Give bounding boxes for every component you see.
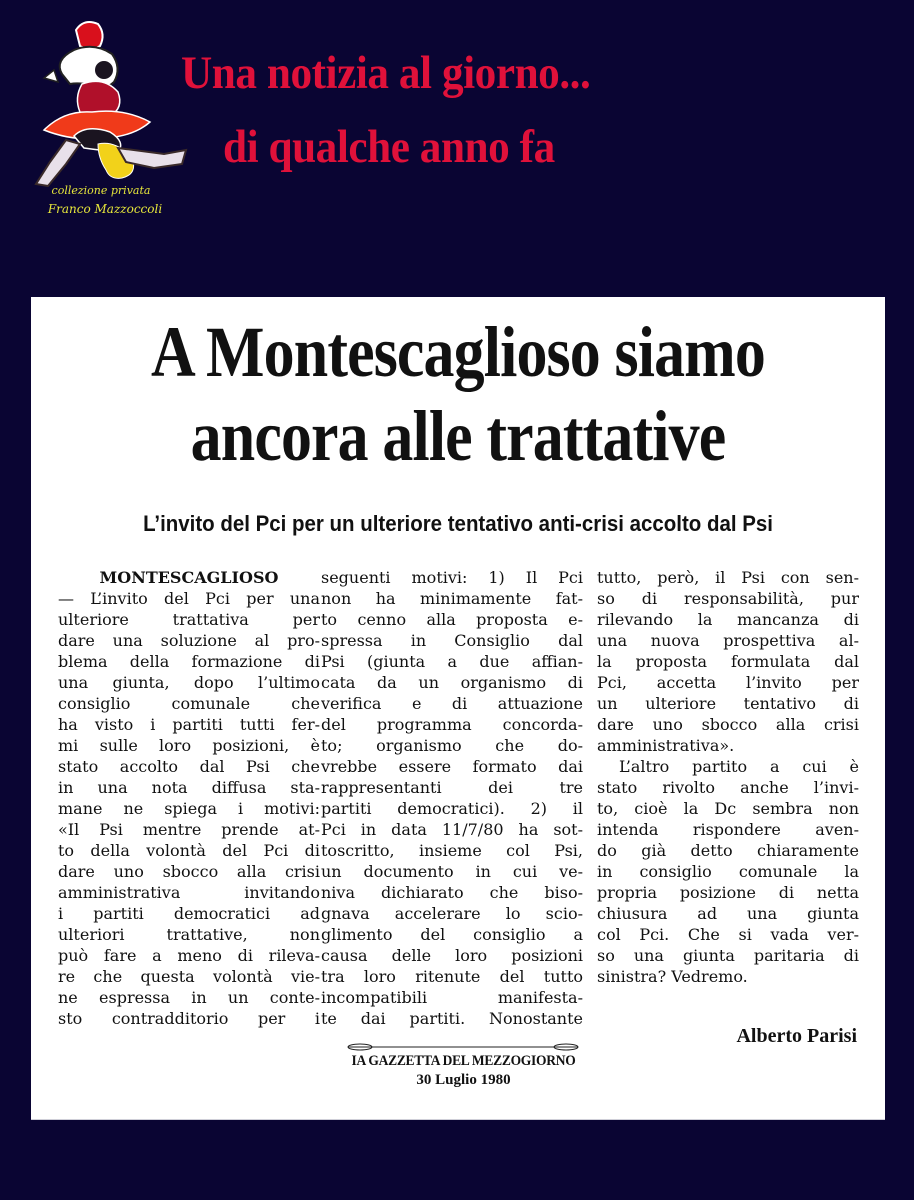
article-line: un documento in cui ve-: [321, 862, 583, 881]
article-line: un ulteriore tentativo di: [597, 694, 859, 713]
article-line: stato rivolto anche l’invi-: [597, 778, 859, 797]
article-line: partiti democratici). 2) il: [321, 799, 583, 818]
article-line: do già detto chiaramente: [597, 841, 859, 860]
article-line: sinistra? Vedremo.: [597, 967, 748, 986]
article-line: tutto, però, il Psi con sen-: [597, 568, 859, 587]
logo: [14, 12, 204, 222]
newspaper-clipping: [31, 297, 885, 1120]
article-line: to, cioè la Dc sembra non: [597, 799, 859, 818]
article-line: ne espressa in un conte-: [58, 988, 320, 1007]
article-line: ulteriore trattativa per: [58, 610, 320, 629]
article-line: del programma concorda-: [321, 715, 583, 734]
byline: Alberto Parisi: [736, 1025, 857, 1047]
article-line: dare uno sbocco alla crisi: [58, 862, 320, 881]
publication-date: 30 Luglio 1980: [416, 1072, 511, 1088]
article-line: tra loro ritenute del tutto: [321, 967, 583, 986]
subheadline: L’invito del Pci per un ulteriore tentativo anti-crisi accolto dal Psi: [143, 511, 773, 536]
article-line: la proposta formulata dal: [597, 652, 859, 671]
article-line: MONTESCAGLIOSO: [99, 568, 279, 587]
article-line: in consiglio comunale la: [597, 862, 859, 881]
article-line: dare una soluzione al pro-: [58, 631, 320, 650]
article-line: propria posizione di netta: [597, 883, 859, 902]
headline-line1: A Montescaglioso siamo: [150, 312, 766, 392]
article-line: vrebbe essere formato dai: [321, 757, 583, 776]
article-line: spressa in Consiglio dal: [321, 631, 583, 650]
article-column-2: [321, 567, 583, 1029]
article-line: col Pci. Che si vada ver-: [597, 925, 859, 944]
article-line: verifica e di attuazione: [321, 694, 583, 713]
article-line: sto contradditorio per i: [58, 1009, 320, 1028]
article-line: te dai partiti. Nonostante: [321, 1009, 583, 1028]
article-line: — L’invito del Pci per una: [58, 589, 320, 608]
article-line: non ha minimamente fat-: [321, 589, 583, 608]
article-column-3: [597, 567, 859, 987]
article-line: re che questa volontà vie-: [58, 967, 320, 986]
article-line: to; organismo che do-: [321, 736, 583, 755]
article-line: «Il Psi mentre prende at-: [58, 820, 320, 839]
article-line: to della volontà del Pci di: [58, 841, 320, 860]
article-line: niva dichiarato che biso-: [321, 883, 583, 902]
article-line: dare uno sbocco alla crisi: [597, 715, 859, 734]
logo-caption-owner: Franco Mazzoccoli: [47, 202, 163, 216]
headline-line2: ancora alle trattative: [190, 396, 726, 476]
article-line: stato accolto dal Psi che: [58, 757, 320, 776]
article-line: so una giunta paritaria di: [597, 946, 859, 965]
dancer-painting-logo-icon: [14, 12, 204, 187]
article-line: Pci in data 11/7/80 ha sot-: [321, 820, 583, 839]
banner-title-line2: di qualche anno fa: [223, 121, 555, 173]
article-line: amministrativa».: [597, 736, 735, 755]
article-line: una nuova prospettiva al-: [597, 631, 859, 650]
article-line: so di responsabilità, pur: [597, 589, 859, 608]
article-line: ulteriori trattative, non: [58, 925, 320, 944]
article-line: chiusura ad una giunta: [597, 904, 859, 923]
article-line: mane ne spiega i motivi:: [58, 799, 320, 818]
article-line: blema della formazione di: [58, 652, 320, 671]
newspaper-masthead: IA GAZZETTA DEL MEZZOGIORNO: [351, 1053, 576, 1069]
article-line: i partiti democratici ad: [58, 904, 320, 923]
article-line: cata da un organismo di: [321, 673, 583, 692]
article-line: seguenti motivi: 1) Il Pci: [321, 568, 583, 587]
article-line: rilevando la mancanza di: [597, 610, 859, 629]
article-line: in una nota diffusa sta-: [58, 778, 320, 797]
ornamental-rule-icon: [338, 1042, 588, 1052]
article-line: Psi (giunta a due affian-: [321, 652, 583, 671]
article-line: causa delle loro posizioni: [321, 946, 583, 965]
article-line: toscritto, insieme col Psi,: [321, 841, 583, 860]
article-line: intenda rispondere aven-: [597, 820, 859, 839]
article-line: rappresentanti dei tre: [321, 778, 583, 797]
article-line: amministrativa invitando: [58, 883, 320, 902]
article-line: Pci, accetta l’invito per: [597, 673, 859, 692]
article-line: una giunta, dopo l’ultimo: [58, 673, 320, 692]
article-line: to cenno alla proposta e-: [321, 610, 583, 629]
article-line: L’altro partito a cui è: [619, 757, 859, 776]
article-column-1: [58, 567, 320, 1029]
article-line: incompatibili manifesta-: [321, 988, 583, 1007]
article-line: può fare a meno di rileva-: [58, 946, 320, 965]
article-line: consiglio comunale che: [58, 694, 320, 713]
article-line: ha visto i partiti tutti fer-: [58, 715, 320, 734]
logo-caption-collection: collezione privata: [51, 184, 151, 197]
article-line: gnava accelerare lo scio-: [321, 904, 583, 923]
article-line: mi sulle loro posizioni, è: [58, 736, 320, 755]
banner-title-line1: Una notizia al giorno...: [181, 47, 591, 99]
article-line: glimento del consiglio a: [321, 925, 583, 944]
